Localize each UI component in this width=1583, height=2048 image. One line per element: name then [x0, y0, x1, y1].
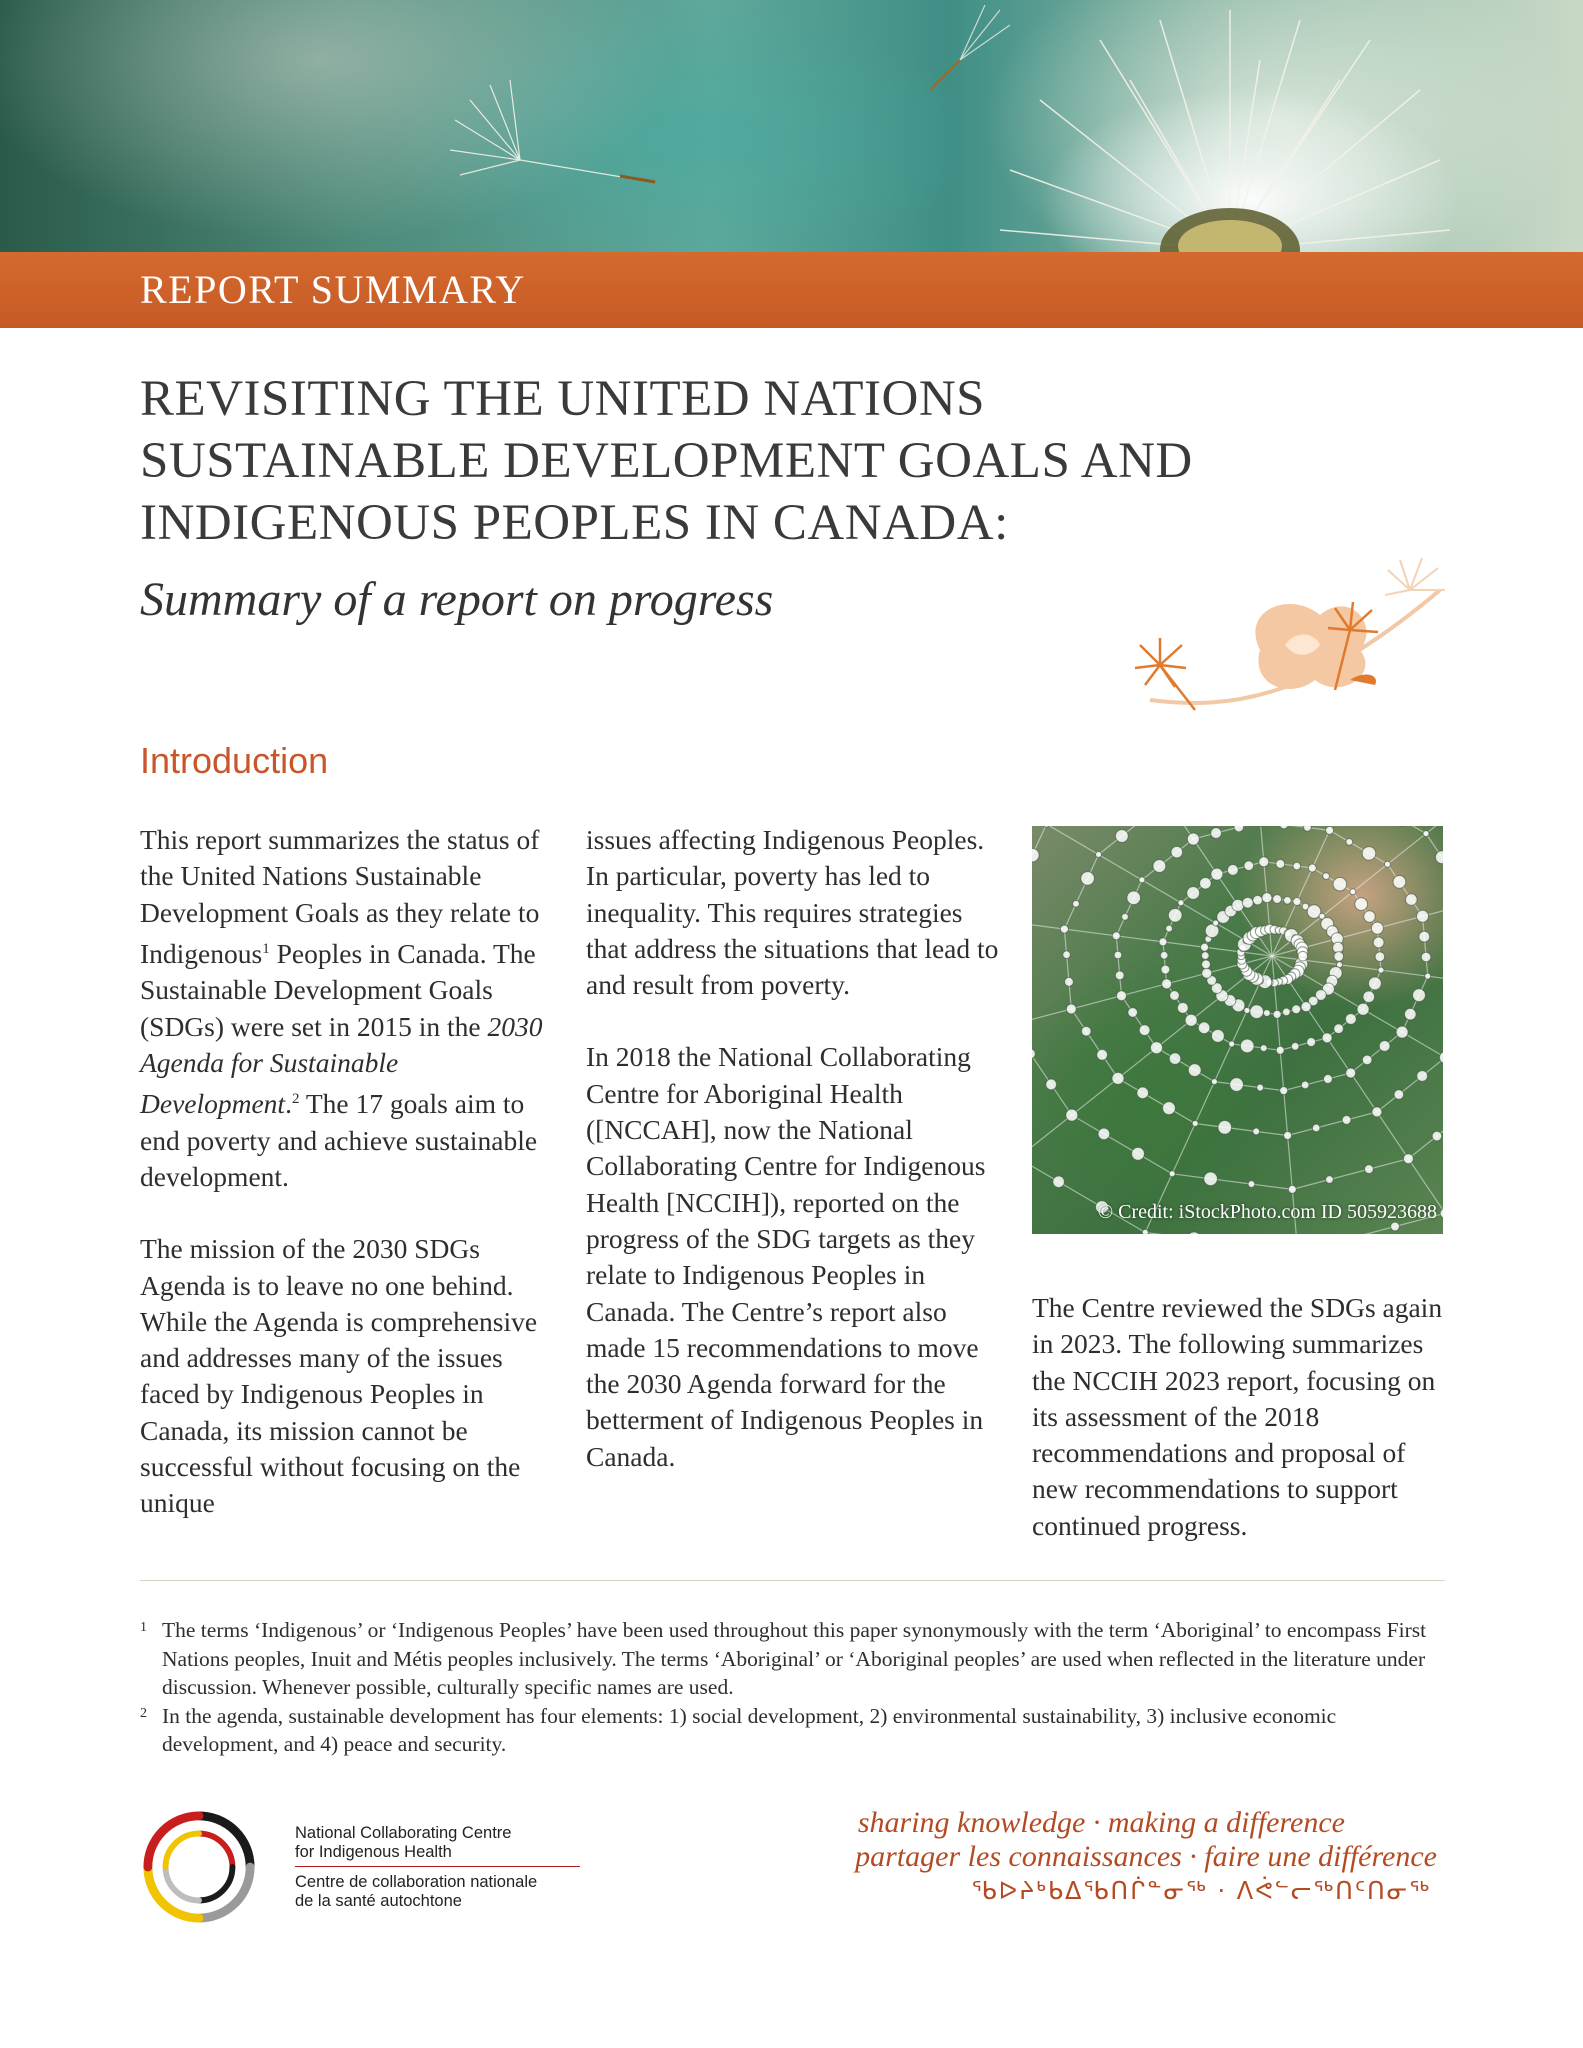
footnote-ref-1: 1 — [262, 940, 270, 957]
intro-paragraph-4: In 2018 the National Collaborating Centre for Aboriginal Health ([NCCAH], now the National Collaborating Centre for Indigenous Health [NCCIH]), reported on the progress of the SDG targets as they relate to Indigenous Peoples in Canada. The Centre’s report also made 15 recommendations to move the 2030 Agenda forward for the betterment of Indigenous Peoples in Canada. — [586, 1041, 986, 1472]
spiderweb-dewdrops-image — [1032, 826, 1443, 1234]
org-name-divider — [295, 1866, 580, 1867]
org-name-en-2: for Indigenous Health — [295, 1843, 452, 1861]
section-heading-introduction: Introduction — [140, 740, 329, 781]
footnote-1 — [140, 1616, 1445, 1702]
intro-paragraph-2: The mission of the 2030 SDGs Agenda is to leave no one behind. While the Agenda is comprehensive and addresses many of the issues faced by Indigenous Peoples in Canada, its mission cannot be successful without focusing on the unique — [140, 1233, 538, 1519]
page-title — [140, 368, 1340, 554]
footnote-2 — [140, 1702, 1445, 1759]
footnote-divider — [140, 1580, 1445, 1581]
intro-p1-text-c: . — [285, 1088, 292, 1120]
band-label: REPORT SUMMARY — [140, 267, 526, 312]
intro-column-1 — [140, 822, 550, 1522]
org-name-en-1: National Collaborating Centre — [295, 1824, 512, 1842]
organization-names — [295, 1824, 580, 1911]
tagline-french: partager les connaissances · faire une différence — [855, 1840, 1437, 1873]
intro-p1-text-d: The 17 goals aim to end poverty and achieve sustainable development. — [140, 1088, 538, 1192]
footnote-ref-2: 2 — [291, 1091, 300, 1108]
title-line-1: REVISITING THE UNITED NATIONS — [140, 371, 986, 427]
intro-p1-text-b: Peoples in Canada. The Sustainable Development Goals (SDGs) were set in 2015 in the — [140, 938, 536, 1042]
intro-paragraph-1 — [140, 822, 550, 1195]
org-name-fr-1: Centre de collaboration nationale — [295, 1873, 538, 1891]
intro-p1-agenda-title: 2030 Agenda for Sustainable Development — [140, 1010, 543, 1120]
title-line-3: INDIGENOUS PEOPLES IN CANADA: — [140, 495, 1009, 551]
intro-column-2 — [586, 822, 1006, 1475]
intro-paragraph-5: The Centre reviewed the SDGs again in 2023. The following summarizes the NCCIH 2023 report, focusing on its assessment of the 2018 recommendations and proposal of new recommendations to support continued progress. — [1032, 1292, 1443, 1541]
tagline — [855, 1806, 1437, 1908]
intro-p1-text-a: This report summarizes the status of the United Nations Sustainable Development Goals as they relate to Indigenous — [140, 824, 540, 970]
tagline-english: sharing knowledge · making a difference — [857, 1806, 1345, 1839]
intro-column-3 — [1032, 1290, 1447, 1544]
footnote-2-number: 2 — [140, 1705, 147, 1721]
dandelion-ornament-icon — [1110, 550, 1460, 720]
org-name-fr-2: de la santé autochtone — [295, 1892, 462, 1910]
footnote-2-text: In the agenda, sustainable development has four elements: 1) social development, 2) environmental sustainability, 3) inclusive economic development, and 4) peace and security. — [162, 1703, 1337, 1756]
intro-paragraph-3: issues affecting Indigenous Peoples. In particular, poverty has led to inequality. This requires strategies that address the situations that lead to and result from poverty. — [586, 824, 999, 1001]
header-photo-dandelion — [0, 0, 1583, 252]
report-summary-band — [0, 252, 1583, 328]
footnote-1-text: The terms ‘Indigenous’ or ‘Indigenous Peoples’ have been used throughout this paper synonymously with the term ‘Aboriginal’ to encompass First Nations peoples, Inuit and Métis peoples inclusively. The terms ‘Aboriginal’ or ‘Aboriginal peoples’ are used when reflected in the literature under discussion. Whenever possible, culturally specific names are used. — [162, 1618, 1427, 1699]
nccih-logo-icon — [140, 1808, 258, 1926]
photo-credit: © Credit: iStockPhoto.com ID 505923688 — [1097, 1201, 1437, 1223]
footnote-1-number: 1 — [140, 1620, 147, 1635]
dandelion-seeds-decoration — [0, 0, 1583, 252]
footnotes — [140, 1616, 1445, 1759]
page-subtitle: Summary of a report on progress — [140, 573, 774, 626]
spiderweb-photo — [1032, 826, 1443, 1234]
title-line-2: SUSTAINABLE DEVELOPMENT GOALS AND — [140, 433, 1193, 489]
tagline-inuktitut: ᖃᐅᔨᒃᑲᐃᖃᑎᒌᓐᓂᖅ · ᐱᕚᓪᓕᖅᑎᑦᑎᓂᖅ — [971, 1877, 1431, 1905]
